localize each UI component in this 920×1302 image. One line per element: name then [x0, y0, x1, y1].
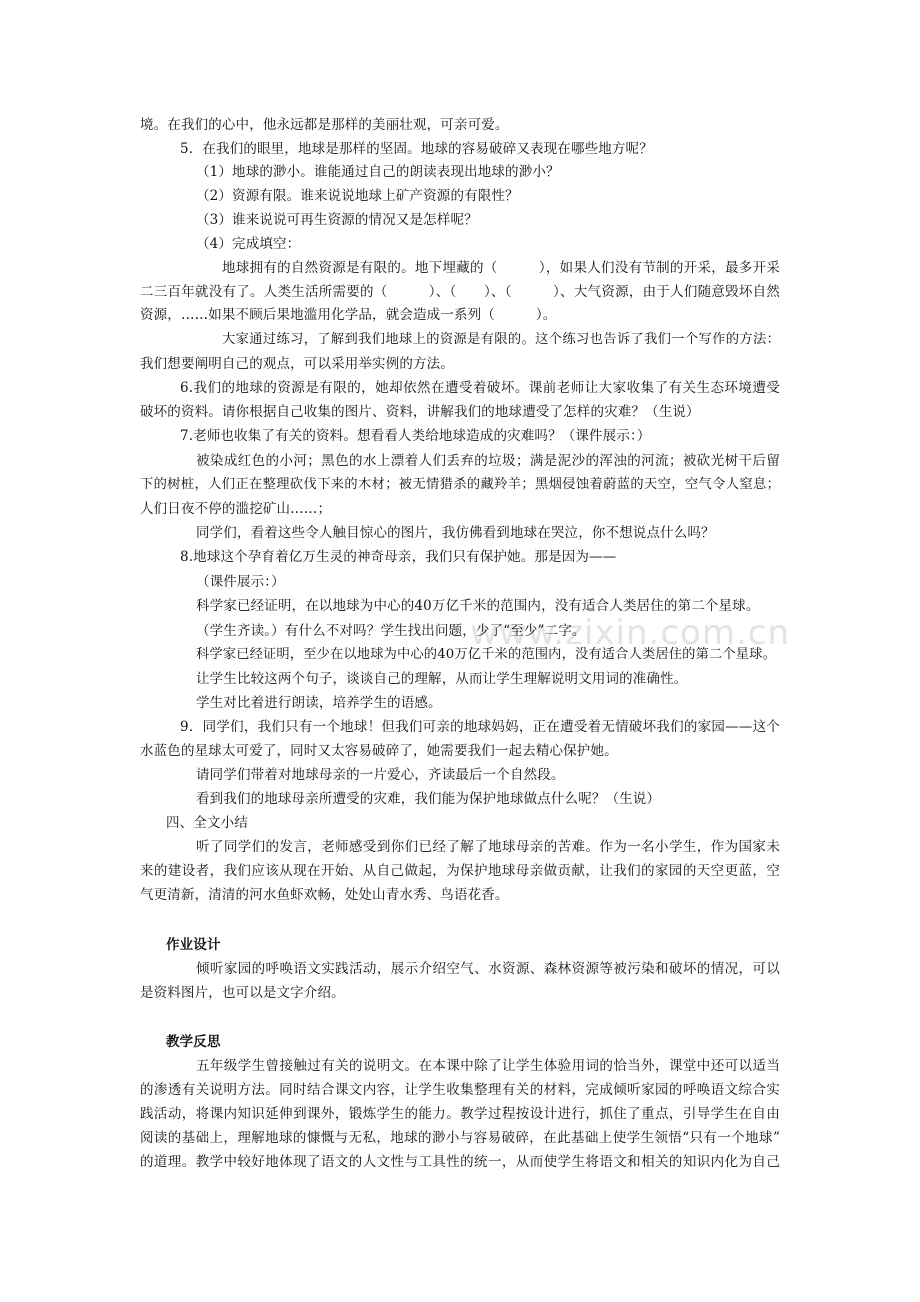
question-6: 6.我们的地球的资源是有限的，她却依然在遭受着破坏。课前老师让大家收集了有关生态环境遭受 [180, 380, 780, 396]
fill-blank-line: 地球拥有的自然资源是有限的。地下埋藏的（ ），如果人们没有节制的开采，最多开采 [222, 260, 780, 276]
paragraph-line: 人们日夜不停的滥挖矿山……； [140, 501, 332, 517]
sub-question-2: （2）资源有限。谁来说说地球上矿产资源的有限性？ [196, 188, 519, 204]
fill-blank-line: 资源，……如果不顾后果地滥用化学品，就会造成一系列（ ）。 [140, 307, 557, 323]
paragraph-line: 科学家已经证明，在以地球为中心的40万亿千米的范围内，没有适合人类居住的第二个星球。 [196, 598, 760, 614]
paragraph-line: 破坏的资料。请你根据自己收集的图片、资料，讲解我们的地球遭受了怎样的灾难？（生说） [140, 404, 700, 420]
paragraph-line: 请同学们带着对地球母亲的一片爱心，齐读最后一个自然段。 [196, 767, 565, 783]
paragraph-line: 我们想要阐明自己的观点，可以采用举实例的方法。 [140, 356, 454, 372]
paragraph-line: 的道理。教学中较好地体现了语文的人文性与工具性的统一，从而使学生将语文和相关的知识内化为自己 [140, 1154, 780, 1170]
sub-question-3: （3）谁来说说可再生资源的情况又是怎样呢？ [196, 212, 478, 228]
paragraph-line: 看到我们的地球母亲所遭受的灾难，我们能为保护地球做点什么呢？（生说） [196, 791, 661, 807]
paragraph-line: 倾听家园的呼唤语文实践活动，展示介绍空气、水资源、森林资源等被污染和破坏的情况，可以 [196, 961, 780, 977]
paragraph-line: 是资料图片，也可以是文字介绍。 [140, 985, 345, 1001]
question-8: 8.地球这个孕育着亿万生灵的神奇母亲，我们只有保护她。那是因为—— [180, 549, 617, 565]
paragraph-line: 被染成红色的小河；黑色的水上漂着人们丢弃的垃圾；满是泥沙的浑浊的河流；被砍光树干后留 [196, 453, 780, 469]
paragraph-line: 听了同学们的发言，老师感受到你们已经了解了地球母亲的苦难。作为一名小学生，作为国家未 [196, 839, 780, 855]
fill-blank-line: 二三百年就没有了。人类生活所需要的（ ）、（ ）、（ ）、大气资源，由于人们随意毁坏自然 [140, 284, 780, 300]
paragraph-line: 大家通过练习，了解到我们地球上的资源是有限的。这个练习也告诉了我们一个写作的方法： [222, 332, 780, 347]
section-heading-homework: 作业设计 [166, 937, 221, 953]
paragraph-line: 让学生比较这两个句子，谈谈自己的理解，从而让学生理解说明文用词的准确性。 [196, 671, 688, 687]
paragraph-line: 来的建设者，我们应该从现在开始、从自己做起，为保护地球母亲做贡献，让我们的家园的天空更蓝，空 [140, 863, 780, 879]
paragraph-line: （课件展示：） [196, 574, 285, 590]
section-heading-reflection: 教学反思 [166, 1034, 221, 1050]
question-7: 7.老师也收集了有关的资料。想看看人类给地球造成的灾难吗？（课件展示：） [180, 428, 651, 444]
paragraph-line: 践活动，将课内知识延伸到课外，锻炼学生的能力。教学过程按设计进行，抓住了重点，引导学生在自由 [140, 1106, 780, 1122]
paragraph-line: 下的树桩，人们正在整理砍伐下来的木材；被无情猎杀的藏羚羊；黑烟侵蚀着蔚蓝的天空，空气令人窒息； [140, 477, 780, 492]
paragraph-line: 阅读的基础上，理解地球的慷慨与无私，地球的渺小与容易破碎，在此基础上使学生领悟“只有一个地球” [140, 1130, 780, 1146]
paragraph-line: 境。在我们的心中，他永远都是那样的美丽壮观，可亲可爱。 [140, 117, 509, 133]
section-heading: 四、全文小结 [166, 815, 248, 831]
question-9: 9．同学们，我们只有一个地球！但我们可亲的地球妈妈，正在遭受着无情破坏我们的家园——这个 [180, 719, 780, 735]
paragraph-line: （学生齐读。）有什么不对吗？学生找出问题，少了“至少”二字。 [196, 623, 586, 639]
paragraph-line: 气更清新，清清的河水鱼虾欢畅，处处山青水秀、鸟语花香。 [140, 887, 509, 903]
sub-question-1: （1）地球的渺小。谁能通过自己的朗读表现出地球的渺小？ [196, 164, 560, 180]
question-5: 5．在我们的眼里，地球是那样的坚固。地球的容易破碎又表现在哪些地方呢？ [180, 141, 653, 157]
watermark: www.zixin.com.cn [470, 613, 790, 653]
paragraph-line: 同学们，看着这些令人触目惊心的图片，我仿佛看到地球在哭泣，你不想说点什么吗？ [196, 525, 715, 541]
paragraph-line: 学生对比着进行朗读，培养学生的语感。 [196, 695, 442, 711]
paragraph-line: 水蓝色的星球太可爱了，同时又太容易破碎了，她需要我们一起去精心保护她。 [140, 743, 618, 759]
sub-question-4: （4）完成填空： [196, 236, 301, 252]
paragraph-line: 科学家已经证明，至少在以地球为中心的40万亿千米的范围内，没有适合人类居住的第二个星球。 [196, 647, 776, 662]
paragraph-line: 的渗透有关说明方法。同时结合课文内容，让学生收集整理有关的材料，完成倾听家园的呼唤语文综合实 [140, 1082, 780, 1098]
paragraph-line: 五年级学生曾接触过有关的说明文。在本课中除了让学生体验用词的恰当外，课堂中还可以适当 [196, 1058, 780, 1074]
